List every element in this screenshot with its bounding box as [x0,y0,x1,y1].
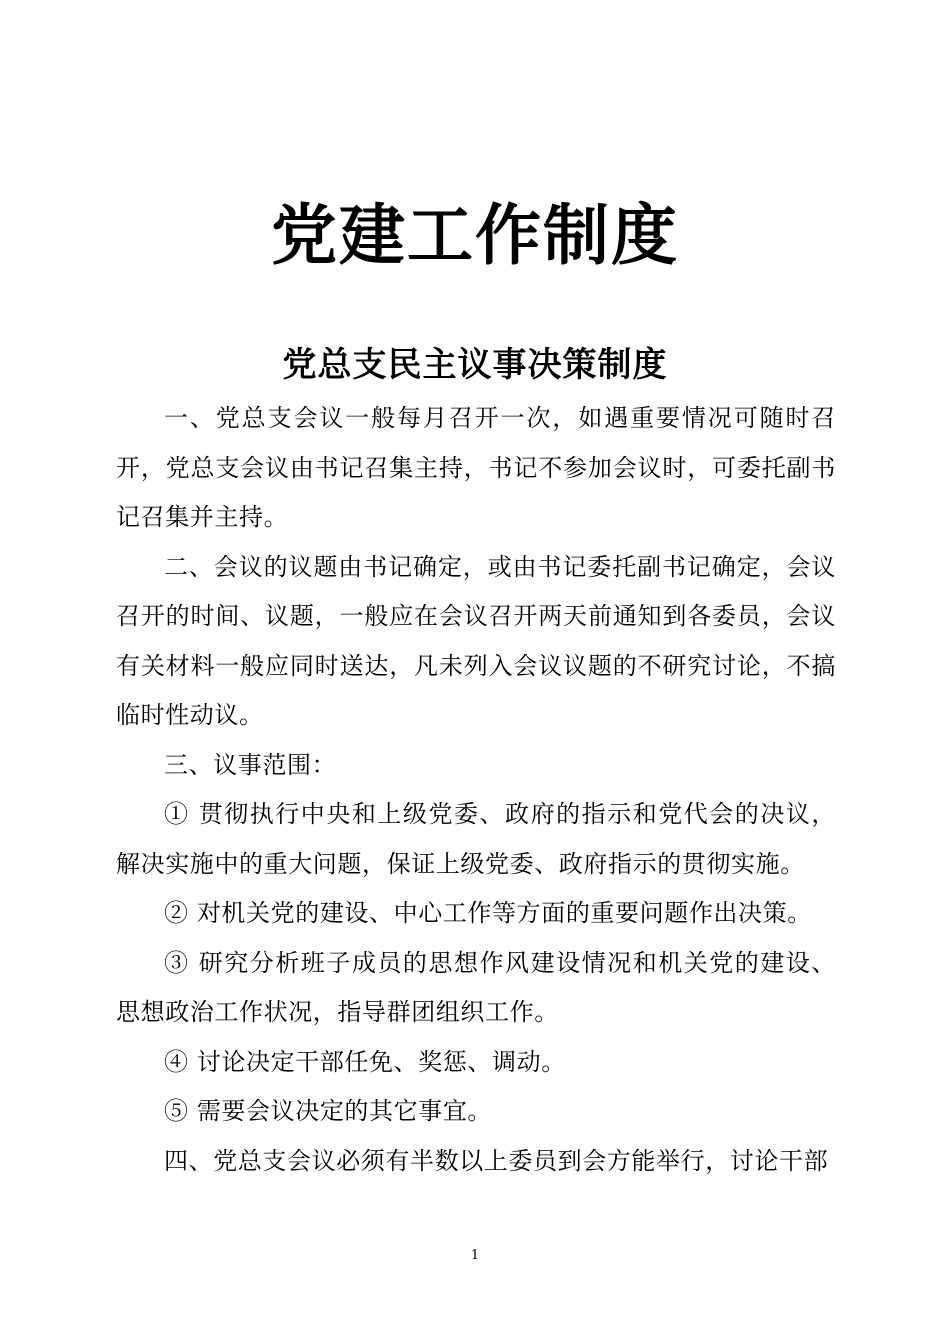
document-body [116,394,836,1186]
list-item-4: ④ 讨论决定干部任免、奖惩、调动。 [164,1047,566,1076]
list-item-1: ① 贯彻执行中央和上级党委、政府的指示和党代会的决议，解决实施中的重大问题，保证上级党委、政府指示的贯彻实施。 [116,800,836,878]
paragraph-3: 三、议事范围： [164,750,337,779]
paragraph-4: 四、党总支会议必须有半数以上委员到会方能举行，讨论干部 [164,1146,829,1175]
list-item-3: ③ 研究分析班子成员的思想作风建设情况和机关党的建设、思想政治工作状况，指导群团组织工作。 [116,948,836,1026]
list-item-5: ⑤ 需要会议决定的其它事宜。 [164,1097,493,1125]
paragraph-2: 二、会议的议题由书记确定，或由书记委托副书记确定，会议召开的时间、议题，一般应在会议召开两天前通知到各委员，会议有关材料一般应同时送达，凡未列入会议议题的不研究讨论，不搞临时性动议。 [116,552,836,729]
list-item-2: ② 对机关党的建设、中心工作等方面的重要问题作出决策。 [164,899,812,927]
paragraph-1: 一、党总支会议一般每月召开一次，如遇重要情况可随时召开，党总支会议由书记召集主持，书记不参加会议时，可委托副书记召集并主持。 [116,404,836,531]
page-number: 1 [470,1248,480,1263]
section-title: 党总支民主议事决策制度 [282,345,668,385]
document-title: 党建工作制度 [271,196,679,274]
